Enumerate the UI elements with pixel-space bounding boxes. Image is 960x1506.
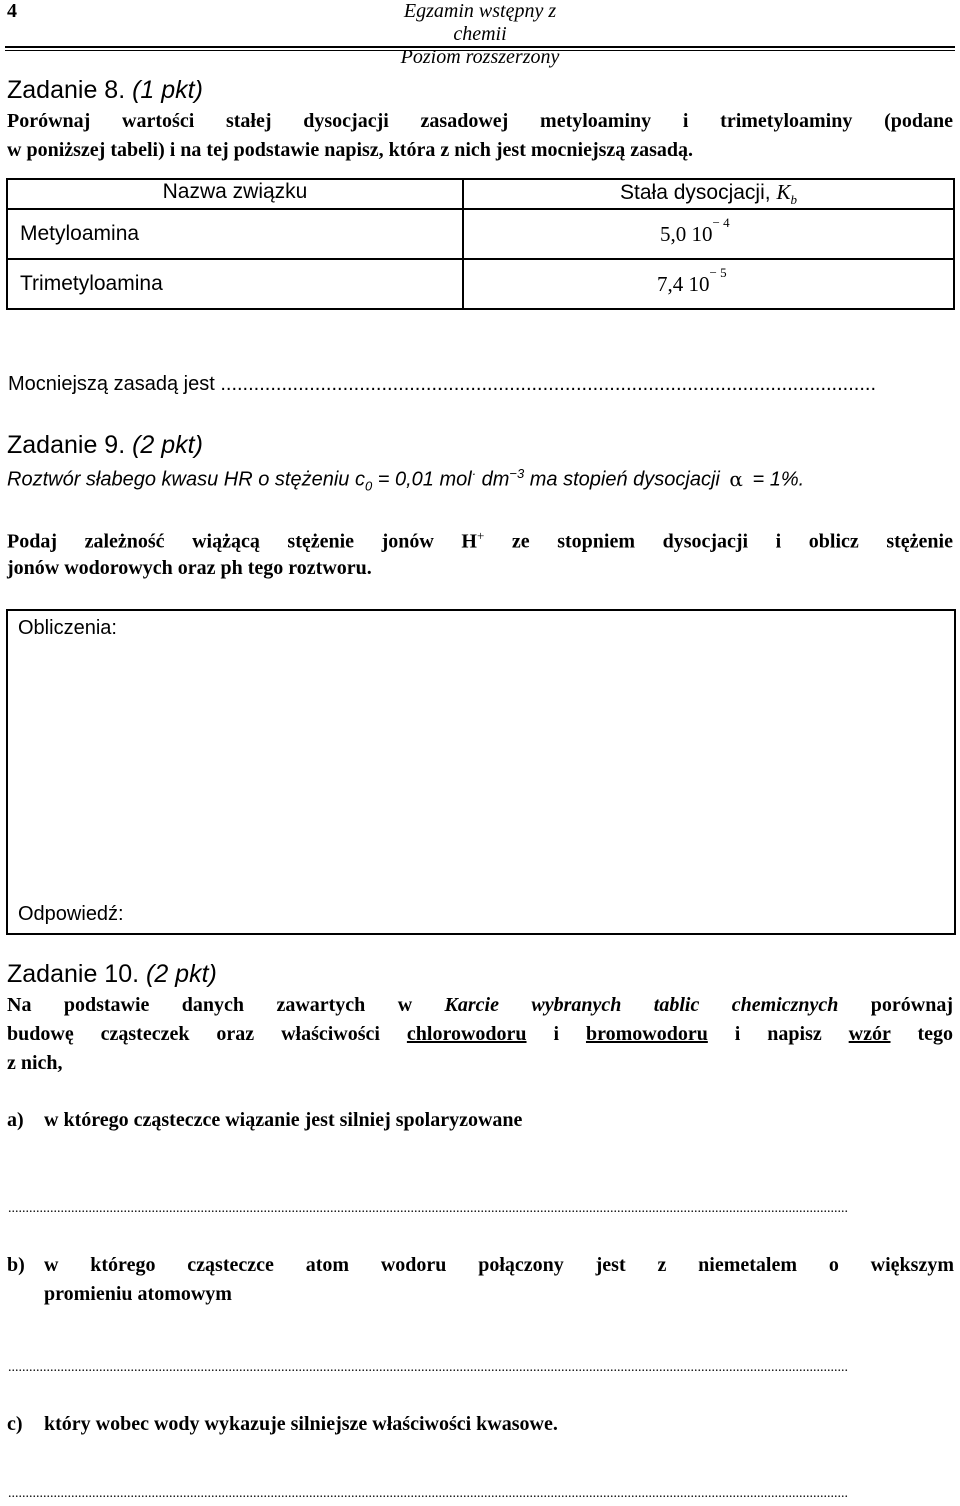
table-header-row bbox=[7, 179, 954, 209]
statement-subscript: 0 bbox=[364, 478, 373, 494]
task10-points: (2 pkt) bbox=[146, 960, 217, 988]
task10-intro-line3: z nich, bbox=[7, 1052, 63, 1074]
statement-exponent: −3 bbox=[509, 466, 525, 481]
instruction-superscript: + bbox=[476, 528, 485, 543]
alpha-symbol: α bbox=[729, 466, 743, 491]
page-number: 4 bbox=[7, 0, 17, 22]
header-compound-name: Nazwa związku bbox=[7, 179, 463, 209]
task10-intro-line1 bbox=[7, 994, 953, 1017]
value-mantissa: 5,0 bbox=[660, 222, 687, 247]
task10-intro-line2 bbox=[7, 1023, 953, 1046]
answer-line-a[interactable]: ................................................................................................................................................................................................................................................ bbox=[8, 1201, 848, 1216]
task9-instruction-line1 bbox=[7, 528, 953, 554]
task8-line2: w poniższej tabeli) i na tej podstawie napisz, która z nich jest mocniejszą zasadą. bbox=[7, 139, 694, 161]
calculations-label: Obliczenia: bbox=[18, 617, 117, 639]
header-constant-symbol: K bbox=[776, 180, 791, 204]
task8-heading bbox=[7, 76, 203, 105]
task8-points: (1 pkt) bbox=[132, 76, 203, 104]
task9-heading bbox=[7, 431, 203, 460]
header-constant bbox=[463, 179, 954, 209]
intro-text: tego bbox=[890, 1023, 953, 1045]
item-b-text-line2: promieniu atomowym bbox=[44, 1283, 232, 1305]
calculation-box[interactable] bbox=[6, 609, 956, 935]
answer-line-b[interactable]: ................................................................................................................................................................................................................................................ bbox=[8, 1360, 848, 1375]
task10-heading bbox=[7, 960, 217, 989]
task8-line1: Porównaj wartości stałej dysocjacji zasadowej metyloaminy i trimetyloaminy (podane bbox=[7, 110, 953, 132]
header-constant-sub: b bbox=[790, 192, 797, 208]
dissociation-constant-table bbox=[6, 178, 955, 310]
task8-answer-prompt: Mocniejszą zasadą jest ...................................................................................................................... bbox=[8, 373, 877, 395]
header-title-line2: Poziom rozszerzony bbox=[400, 46, 560, 68]
value-base: 10 bbox=[691, 222, 713, 247]
statement-text: = 0,01 mol bbox=[372, 468, 472, 491]
item-b-text: w którego cząsteczce atom wodoru połączony jest z niemetalem o większym bbox=[44, 1254, 954, 1276]
value-exponent: − 4 bbox=[712, 215, 730, 231]
statement-text: ma stopień dysocjacji bbox=[524, 468, 726, 491]
table-row bbox=[7, 259, 954, 309]
constant-value-cell bbox=[463, 209, 954, 259]
statement-text: Roztwór słabego kwasu HR o stężeniu c bbox=[7, 468, 365, 491]
task9-title: Zadanie 9. bbox=[7, 431, 126, 459]
task8-title: Zadanie 8. bbox=[7, 76, 126, 104]
header-rule-thin bbox=[5, 50, 955, 51]
page-header-title bbox=[380, 0, 580, 69]
task9-statement bbox=[7, 466, 804, 494]
value-mantissa: 7,4 bbox=[657, 272, 684, 297]
header-rule bbox=[5, 46, 955, 48]
intro-text: Na podstawie danych zawartych w bbox=[7, 994, 445, 1016]
underlined-term: bromowodoru bbox=[585, 1023, 708, 1045]
instruction-text: ze stopniem dysocjacji i oblicz stężenie bbox=[484, 530, 953, 553]
statement-text: = 1%. bbox=[746, 468, 805, 491]
item-a-text: w którego cząsteczce wiązanie jest silniej spolaryzowane bbox=[44, 1109, 523, 1131]
item-a-marker: a) bbox=[7, 1109, 24, 1131]
header-title-line1: Egzamin wstępny z chemii bbox=[403, 0, 557, 45]
intro-text: budowę cząsteczek oraz właściwości bbox=[7, 1023, 407, 1045]
statement-text: dm bbox=[476, 468, 510, 491]
intro-text: porównaj bbox=[838, 994, 953, 1016]
answer-label: Odpowiedź: bbox=[18, 903, 124, 925]
task9-points: (2 pkt) bbox=[132, 431, 203, 459]
compound-name-cell: Trimetyloamina bbox=[7, 259, 463, 309]
answer-line-c[interactable]: ................................................................................................................................................................................................................................................ bbox=[8, 1486, 848, 1501]
task10-title: Zadanie 10. bbox=[7, 960, 140, 988]
underlined-term: wzór bbox=[848, 1023, 891, 1045]
underlined-term: chlorowodoru bbox=[406, 1023, 527, 1045]
statement-dot: · bbox=[471, 466, 477, 481]
task9-instruction-line2: jonów wodorowych oraz ph tego roztworu. bbox=[7, 557, 372, 579]
header-constant-label: Stała dysocjacji, bbox=[620, 181, 777, 204]
intro-italic-text: Karcie wybranych tablic chemicznych bbox=[444, 994, 839, 1016]
intro-text: i napisz bbox=[707, 1023, 849, 1045]
value-exponent: − 5 bbox=[709, 265, 727, 281]
compound-name-cell: Metyloamina bbox=[7, 209, 463, 259]
item-c-text: który wobec wody wykazuje silniejsze właściwości kwasowe. bbox=[44, 1413, 558, 1435]
table-row bbox=[7, 209, 954, 259]
constant-value-cell bbox=[463, 259, 954, 309]
intro-text: i bbox=[526, 1023, 586, 1045]
instruction-text: Podaj zależność wiążącą stężenie jonów H bbox=[7, 530, 477, 553]
item-c-marker: c) bbox=[7, 1413, 23, 1435]
item-b-marker: b) bbox=[7, 1254, 25, 1276]
value-base: 10 bbox=[688, 272, 710, 297]
